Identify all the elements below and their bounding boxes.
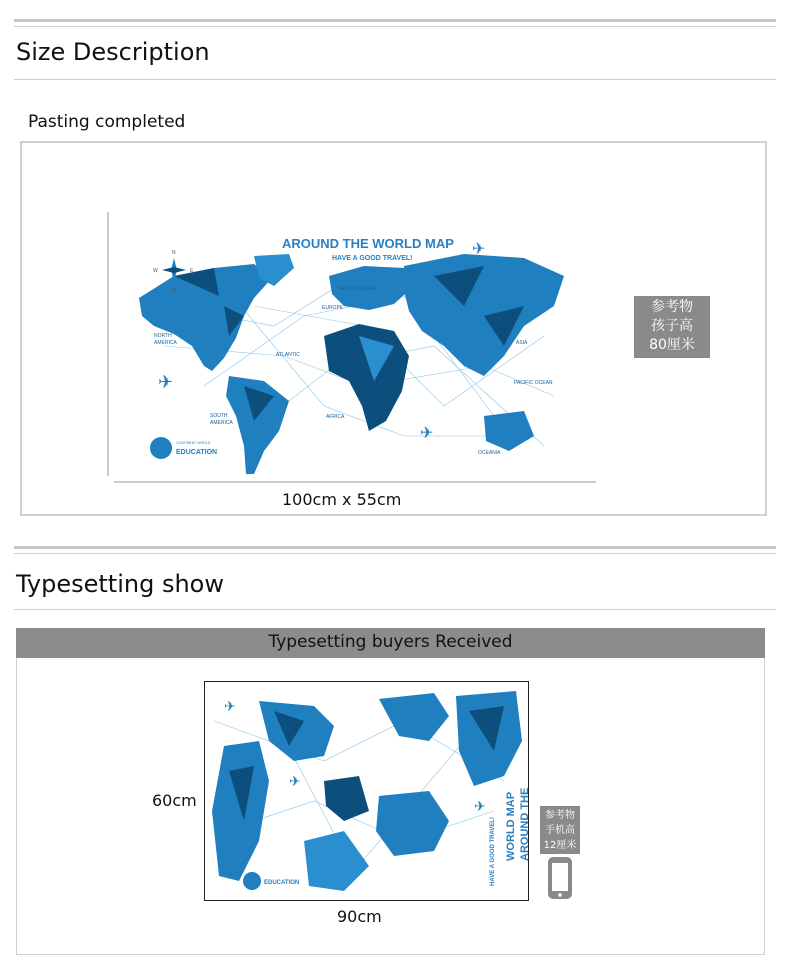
- airplane-icon: ✈: [158, 372, 174, 392]
- asia-shape: [404, 254, 564, 376]
- compass-e-label: E: [190, 268, 194, 274]
- compass-n-label: N: [172, 250, 176, 256]
- label-africa: AFRICA: [326, 414, 345, 420]
- label-pacific-ocean: PACIFIC OCEAN: [514, 380, 553, 386]
- section-divider-top: [14, 19, 776, 22]
- map-title: AROUND THE WORLD MAP: [282, 236, 454, 251]
- label-atlantic: ATLANTIC: [276, 352, 300, 358]
- reference-line1: 参考物: [651, 299, 693, 315]
- dimension-label-size: 100cm x 55cm: [282, 490, 402, 509]
- compass-s-label: S: [172, 287, 176, 293]
- phone-icon: [547, 856, 573, 900]
- brand-small-text: CONTINENT WORLD: [176, 441, 211, 445]
- reference2-line1: 参考物: [545, 810, 575, 821]
- section-divider-thin-2: [14, 553, 776, 554]
- pasting-completed-label: Pasting completed: [28, 112, 186, 132]
- section-divider-thin: [14, 26, 776, 27]
- label-north-america: NORTH: [154, 333, 172, 339]
- airplane-icon: ✈: [289, 773, 301, 789]
- rotated-map-title-b: AROUND THE: [519, 787, 531, 861]
- label-south-america-2: AMERICA: [210, 420, 233, 426]
- label-asia: ASIA: [516, 340, 528, 346]
- section-title-size: Size Description: [16, 38, 210, 66]
- globe-icon: [243, 872, 261, 890]
- reference-child-height: [634, 296, 710, 358]
- section-title-underline-2: [14, 609, 776, 610]
- reference-phone-height: [540, 806, 580, 854]
- brand-text: EDUCATION: [176, 449, 218, 456]
- reference2-line2: 手机高: [545, 825, 575, 836]
- dimension-width-label: 90cm: [337, 907, 382, 926]
- rotated-map-title-a: WORLD MAP: [505, 791, 517, 861]
- reference2-line3: 12厘米: [543, 840, 577, 851]
- oceania-shape: [484, 411, 534, 451]
- reference-line2: 孩子高: [651, 318, 693, 334]
- globe-icon: [150, 437, 172, 459]
- airplane-icon: ✈: [472, 241, 486, 258]
- airplane-icon: ✈: [420, 425, 434, 442]
- reference-line3: 80厘米: [649, 337, 695, 353]
- section-title-typesetting: Typesetting show: [16, 570, 224, 598]
- section-divider-top-2: [14, 546, 776, 549]
- map-subtitle: HAVE A GOOD TRAVEL!: [332, 255, 413, 262]
- typesetting-header: Typesetting buyers Received: [16, 628, 765, 658]
- world-map-illustration: [104, 206, 564, 484]
- rotated-map-illustration: [204, 681, 529, 901]
- rotated-brand-text: EDUCATION: [264, 880, 300, 886]
- label-north-america-2: AMERICA: [154, 340, 177, 346]
- label-europe: EUROPE: [322, 305, 344, 311]
- section-title-underline: [14, 79, 776, 80]
- label-arctic-ocean: ARCTIC OCEAN: [338, 286, 376, 292]
- rotated-map-subtitle: HAVE A GOOD TRAVEL!: [490, 817, 496, 886]
- dimension-height-label: 60cm: [152, 791, 197, 810]
- label-south-america: SOUTH: [210, 413, 228, 419]
- airplane-icon: ✈: [224, 698, 236, 714]
- compass-w-label: W: [153, 268, 158, 274]
- label-oceania: OCEANIA: [478, 450, 501, 456]
- airplane-icon: ✈: [474, 798, 486, 814]
